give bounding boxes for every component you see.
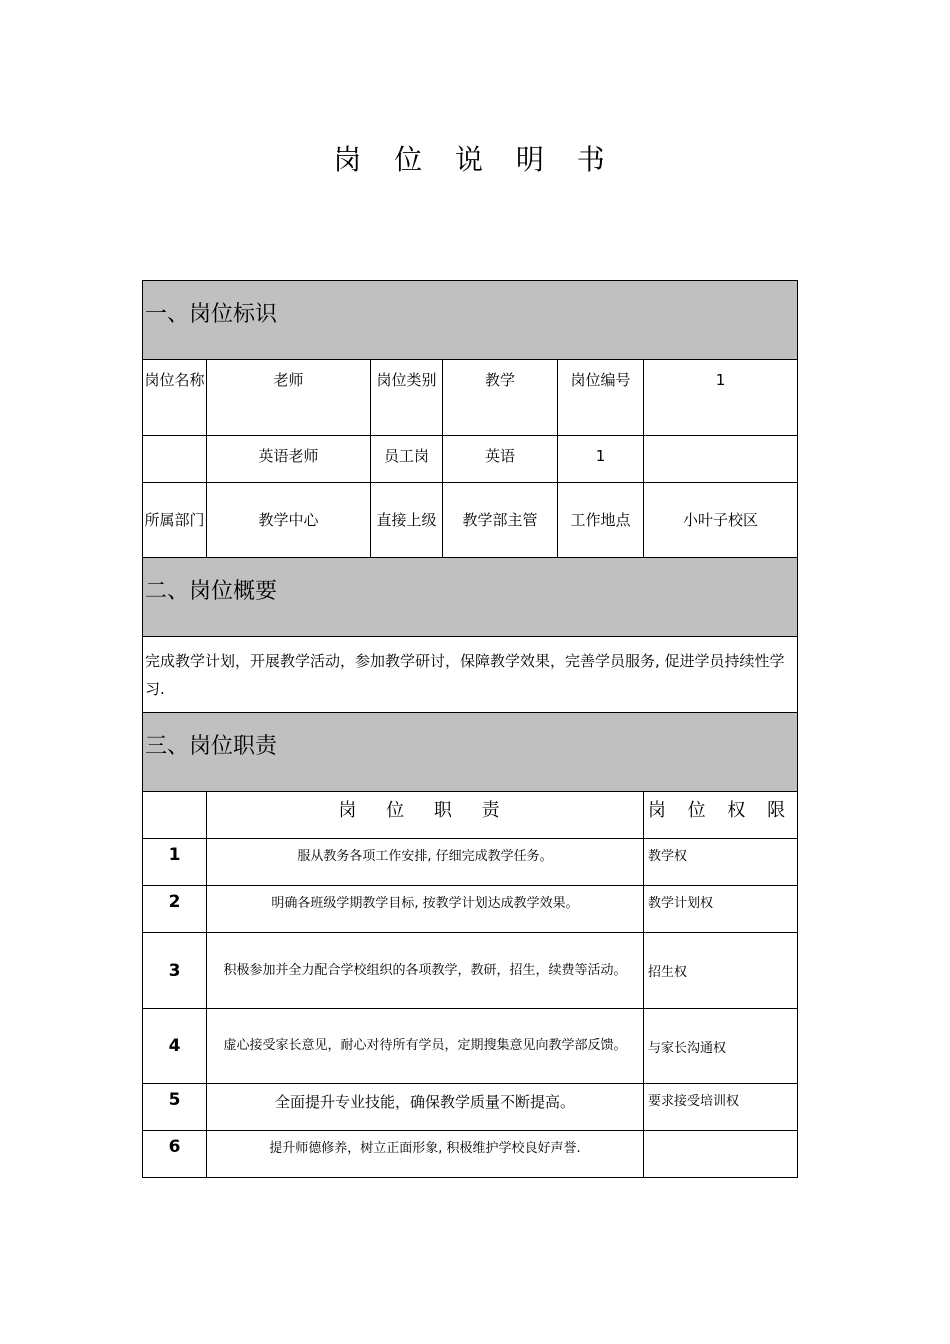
value-position-number: 1 xyxy=(644,360,798,436)
value-count: 1 xyxy=(558,436,644,483)
label-position-category: 岗位类别 xyxy=(371,360,443,436)
position-row-1 xyxy=(143,360,798,436)
position-summary: 完成教学计划，开展教学活动，参加教学研讨，保障教学效果，完善学员服务, 促进学员持续性学习. xyxy=(143,637,798,713)
section3-header-row xyxy=(143,713,798,792)
duty-row xyxy=(143,839,798,886)
duty-right: 教学计划权 xyxy=(644,886,798,933)
section3-heading: 三、岗位职责 xyxy=(143,713,798,792)
duty-number: 5 xyxy=(143,1084,207,1131)
duty-text: 全面提升专业技能，确保教学质量不断提高。 xyxy=(207,1084,644,1131)
duty-right: 与家长沟通权 xyxy=(644,1009,798,1084)
duties-column-header-row xyxy=(143,792,798,839)
duty-right: 教学权 xyxy=(644,839,798,886)
section2-header-row xyxy=(143,558,798,637)
duty-row xyxy=(143,1009,798,1084)
value-department: 教学中心 xyxy=(207,483,371,558)
duty-number: 1 xyxy=(143,839,207,886)
cell-empty xyxy=(644,436,798,483)
position-row-3 xyxy=(143,483,798,558)
duty-number: 3 xyxy=(143,933,207,1009)
label-department: 所属部门 xyxy=(143,483,207,558)
duty-row xyxy=(143,1131,798,1178)
document-title: 岗 位 说 明 书 xyxy=(333,143,617,176)
duty-number: 4 xyxy=(143,1009,207,1084)
duty-number: 2 xyxy=(143,886,207,933)
summary-row xyxy=(143,637,798,713)
label-supervisor: 直接上级 xyxy=(371,483,443,558)
cell-empty xyxy=(143,436,207,483)
duty-right: 要求接受培训权 xyxy=(644,1084,798,1131)
duty-row xyxy=(143,886,798,933)
column-header-rights: 岗 位 权 限 xyxy=(644,792,798,839)
duty-right xyxy=(644,1131,798,1178)
section1-heading: 一、岗位标识 xyxy=(143,281,798,360)
value-position-name: 老师 xyxy=(207,360,371,436)
value-position-category: 教学 xyxy=(443,360,558,436)
duty-number: 6 xyxy=(143,1131,207,1178)
duty-text: 明确各班级学期教学目标, 按教学计划达成教学效果。 xyxy=(207,886,644,933)
label-position-name: 岗位名称 xyxy=(143,360,207,436)
value-location: 小叶子校区 xyxy=(644,483,798,558)
label-location: 工作地点 xyxy=(558,483,644,558)
value-staff-post: 员工岗 xyxy=(371,436,443,483)
duty-row xyxy=(143,933,798,1009)
duty-text: 服从教务各项工作安排, 仔细完成教学任务。 xyxy=(207,839,644,886)
duty-text: 虚心接受家长意见，耐心对待所有学员，定期搜集意见向教学部反馈。 xyxy=(207,1009,644,1084)
value-subject: 英语 xyxy=(443,436,558,483)
job-description-table xyxy=(142,280,798,1178)
column-header-duties: 岗 位 职 责 xyxy=(207,792,644,839)
section1-header-row xyxy=(143,281,798,360)
value-english-teacher: 英语老师 xyxy=(207,436,371,483)
section2-heading: 二、岗位概要 xyxy=(143,558,798,637)
value-supervisor: 教学部主管 xyxy=(443,483,558,558)
duty-text: 提升师德修养，树立正面形象, 积极维护学校良好声誉. xyxy=(207,1131,644,1178)
position-row-2 xyxy=(143,436,798,483)
duty-text: 积极参加并全力配合学校组织的各项教学，教研，招生，续费等活动。 xyxy=(207,933,644,1009)
duty-row xyxy=(143,1084,798,1131)
label-position-number: 岗位编号 xyxy=(558,360,644,436)
cell-empty xyxy=(143,792,207,839)
duty-right: 招生权 xyxy=(644,933,798,1009)
